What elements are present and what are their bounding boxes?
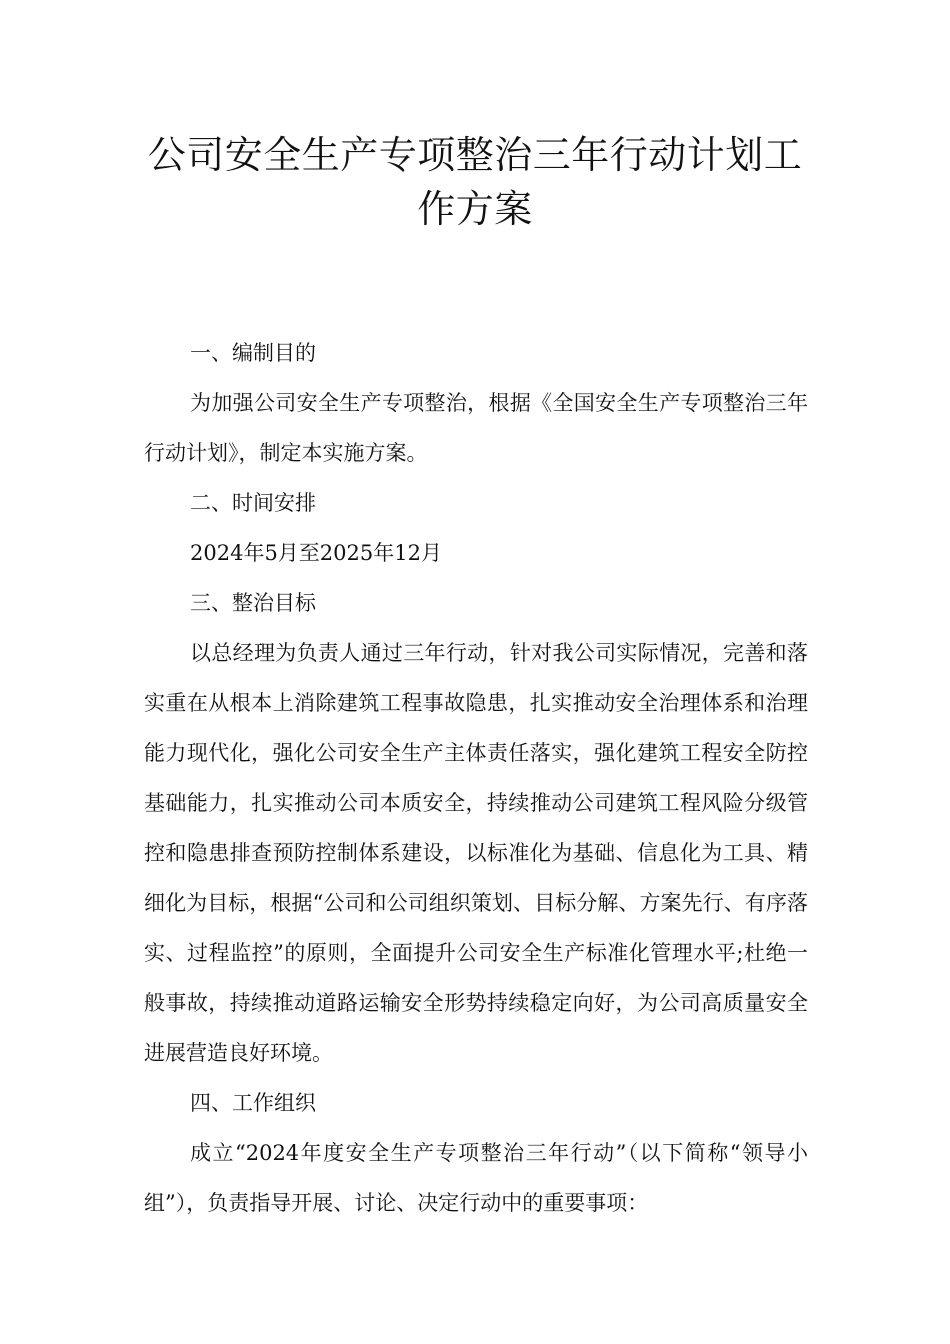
- document-body: [144, 328, 808, 1228]
- section-paragraph: 成立“2024年度安全生产专项整治三年行动”（以下简称“领导小组”），负责指导开展、讨论、决定行动中的重要事项：: [144, 1141, 808, 1215]
- section-paragraph: 2024年5月至2025年12月: [190, 541, 442, 565]
- document-title: 公司安全生产专项整治三年行动计划工作方案: [147, 133, 803, 231]
- section-paragraph: 以总经理为负责人通过三年行动，针对我公司实际情况，完善和落实重在从根本上消除建筑工程事故隐患，扎实推动安全治理体系和治理能力现代化，强化公司安全生产主体责任落实，强化建筑工程安全防控基础能力，扎实推动公司本质安全，持续推动公司建筑工程风险分级管控和隐患排查预防控制体系建设，以标准化为基础、信息化为工具、精细化为目标，根据“公司和公司组织策划、目标分解、方案先行、有序落实、过程监控”的原则，全面提升公司安全生产标准化管理水平;杜绝一般事故，持续推动道路运输安全形势持续稳定向好，为公司高质量安全进展营造良好环境。: [144, 641, 808, 1065]
- section-heading: 二、时间安排: [190, 491, 316, 515]
- section-heading: 四、工作组织: [190, 1091, 316, 1115]
- section-heading: 三、整治目标: [190, 591, 316, 615]
- section-paragraph: 为加强公司安全生产专项整治，根据《全国安全生产专项整治三年行动计划》，制定本实施方案。: [144, 391, 808, 465]
- section-heading: 一、编制目的: [190, 341, 316, 365]
